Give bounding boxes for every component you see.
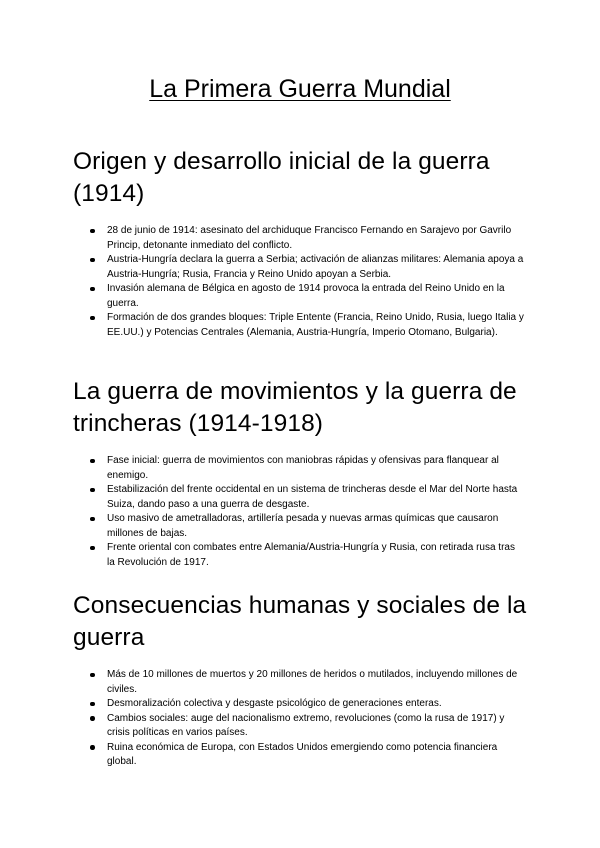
document-title: La Primera Guerra Mundial: [149, 75, 451, 103]
list-item: Formación de dos grandes bloques: Triple Entente (Francia, Reino Unido, Rusia, luego Italia y EE.UU.) y Potencias Centrales (Alemania, Austria-Hungría, Imperio Otomano, Bulgaria).: [73, 311, 525, 340]
bullet-icon: [90, 488, 95, 493]
bullet-icon: [90, 287, 95, 292]
bullet-icon: [90, 517, 95, 522]
list-item: Frente oriental con combates entre Alemania/Austria-Hungría y Rusia, con retirada rusa tras la Revolución de 1917.: [73, 541, 525, 570]
list-item: 28 de junio de 1914: asesinato del archiduque Francisco Fernando en Sarajevo por Gavrilo Princip, detonante inmediato del conflicto.: [73, 224, 525, 253]
bullet-icon: [90, 229, 95, 234]
section-trincheras: [73, 376, 543, 570]
bullet-icon: [90, 316, 95, 321]
list-item: Estabilización del frente occidental en un sistema de trincheras desde el Mar del Norte hasta Suiza, dando paso a una guerra de desgaste.: [73, 483, 525, 512]
bullet-icon: [90, 702, 95, 707]
list-item: Más de 10 millones de muertos y 20 millones de heridos o mutilados, incluyendo millones de civiles.: [73, 668, 525, 697]
list-item: Invasión alemana de Bélgica en agosto de 1914 provoca la entrada del Reino Unido en la guerra.: [73, 282, 525, 311]
section-consecuencias: [73, 590, 543, 770]
section-heading: La guerra de movimientos y la guerra de trincheras (1914-1918): [73, 378, 517, 437]
bullet-list: [73, 454, 543, 570]
bullet-list: [73, 224, 543, 340]
bullet-icon: [90, 459, 95, 464]
bullet-list: [73, 668, 543, 770]
bullet-icon: [90, 673, 95, 678]
section-origen: [73, 146, 543, 340]
bullet-icon: [90, 716, 95, 721]
section-heading: Origen y desarrollo inicial de la guerra (1914): [73, 148, 490, 207]
list-item: Uso masivo de ametralladoras, artillería pesada y nuevas armas químicas que causaron millones de bajas.: [73, 512, 525, 541]
list-item: Desmoralización colectiva y desgaste psicológico de generaciones enteras.: [73, 697, 525, 712]
list-item: Cambios sociales: auge del nacionalismo extremo, revoluciones (como la rusa de 1917) y crisis políticas en varios países.: [73, 712, 525, 741]
bullet-icon: [90, 258, 95, 263]
list-item: Ruina económica de Europa, con Estados Unidos emergiendo como potencia financiera global.: [73, 741, 525, 770]
bullet-icon: [90, 546, 95, 551]
list-item: Fase inicial: guerra de movimientos con maniobras rápidas y ofensivas para flanquear al enemigo.: [73, 454, 525, 483]
list-item: Austria-Hungría declara la guerra a Serbia; activación de alianzas militares: Alemania apoya a Austria-Hungría; Rusia, Francia y Reino Unido apoyan a Serbia.: [73, 253, 525, 282]
bullet-icon: [90, 745, 95, 750]
section-heading: Consecuencias humanas y sociales de la guerra: [73, 592, 527, 651]
